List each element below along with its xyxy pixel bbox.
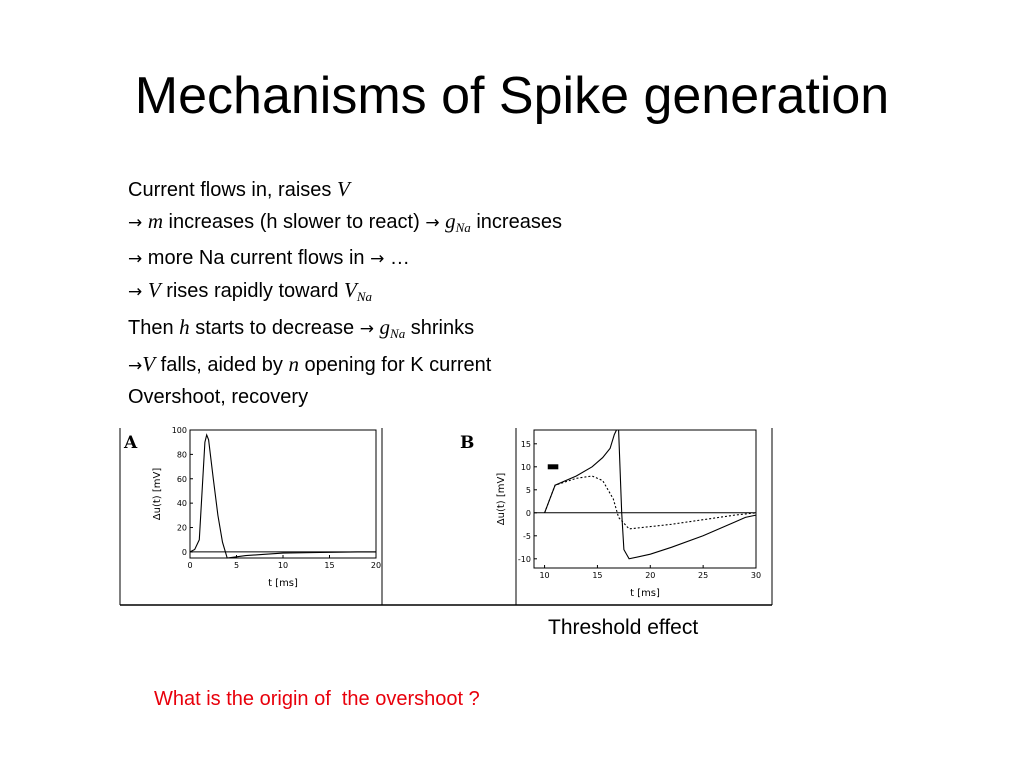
var-v: V [336, 177, 350, 201]
arrow-icon: → [128, 249, 143, 269]
x-tick-label: 20 [645, 571, 656, 580]
arrow-icon: → [425, 213, 440, 233]
line-1-text: Current flows in, raises [128, 179, 337, 201]
x-axis-label: t [ms] [268, 578, 298, 589]
y-tick-label: 10 [520, 462, 531, 472]
bullet-line-5 [128, 312, 768, 349]
series-line-1 [190, 435, 376, 558]
panel-label: A [124, 433, 138, 453]
y-tick-label: 40 [176, 499, 187, 509]
line-5-start: Then [128, 317, 180, 339]
line-4-text: rises rapidly toward [160, 280, 345, 302]
x-tick-label: 0 [187, 561, 193, 570]
line-2-end: increases [470, 211, 562, 233]
var-h: h [179, 315, 190, 339]
x-tick-label: 25 [698, 571, 709, 580]
series-line-1 [545, 430, 617, 513]
x-tick-label: 20 [370, 561, 382, 570]
y-tick-label: -10 [517, 554, 531, 564]
x-tick-label: 10 [539, 571, 550, 580]
line-6-end: opening for K current [299, 354, 492, 376]
line-6-text: falls, aided by [155, 354, 289, 376]
y-tick-label: 80 [176, 450, 187, 460]
subscript-na: Na [390, 326, 406, 341]
ellipsis: … [384, 247, 410, 269]
bullet-line-7 [128, 382, 768, 413]
y-tick-label: 15 [520, 439, 531, 449]
var-v: V [142, 352, 156, 376]
y-tick-label: 20 [176, 523, 187, 533]
slide-title: Mechanisms of Spike generation [134, 67, 890, 125]
bullet-line-4 [128, 275, 768, 312]
x-tick-label: 10 [277, 561, 289, 570]
var-m: m [147, 209, 163, 233]
x-tick-label: 15 [324, 561, 335, 570]
arrow-icon: → [128, 213, 143, 233]
line-2-text: increases (h slower to react) [162, 211, 426, 233]
y-axis-label: Δu(t) [mV] [496, 472, 507, 526]
subscript-na: Na [455, 220, 471, 235]
bullet-line-6 [128, 349, 768, 382]
plot-area [190, 430, 376, 558]
var-g: g [445, 209, 456, 233]
figure-caption: Threshold effect [548, 616, 699, 639]
subscript-na: Na [356, 289, 373, 304]
bullet-line-3 [128, 243, 768, 275]
mechanism-text [128, 174, 768, 413]
overshoot-question: What is the origin of the overshoot ? [154, 688, 480, 710]
arrow-icon: → [128, 282, 143, 302]
arrow-icon: → [359, 319, 374, 339]
x-tick-label: 15 [592, 571, 603, 580]
line-5-text: starts to decrease [189, 317, 360, 339]
input-pulse-marker [548, 464, 559, 469]
arrow-icon: → [370, 249, 385, 269]
chart-panel-a [120, 426, 382, 605]
x-axis-label: t [ms] [630, 588, 660, 599]
y-tick-label: 5 [525, 485, 531, 495]
line-5-end: shrinks [405, 317, 475, 339]
chart-panel-b [460, 428, 772, 605]
y-tick-label: -5 [523, 531, 531, 541]
panel-label: B [460, 433, 475, 453]
x-tick-label: 5 [233, 561, 240, 570]
y-axis-label: Δu(t) [mV] [152, 467, 163, 521]
bullet-line-1 [128, 174, 768, 206]
plot-area [534, 430, 756, 568]
line-3-text: more Na current flows in [142, 247, 371, 269]
arrow-icon: → [128, 356, 143, 376]
spike-figure [116, 420, 776, 610]
y-tick-label: 0 [181, 547, 187, 557]
bullet-line-2 [128, 206, 768, 243]
var-n: n [288, 352, 299, 376]
x-tick-label: 30 [750, 571, 762, 580]
y-tick-label: 100 [171, 426, 187, 435]
y-tick-label: 0 [525, 508, 531, 518]
line-7-text: Overshoot, recovery [128, 386, 309, 408]
figure-panels [116, 420, 776, 610]
var-v-na: V [344, 278, 357, 302]
var-v: V [147, 278, 161, 302]
y-tick-label: 60 [176, 474, 187, 484]
var-g: g [379, 315, 391, 339]
series-line-2 [619, 430, 756, 559]
series-line-3 [545, 476, 756, 529]
